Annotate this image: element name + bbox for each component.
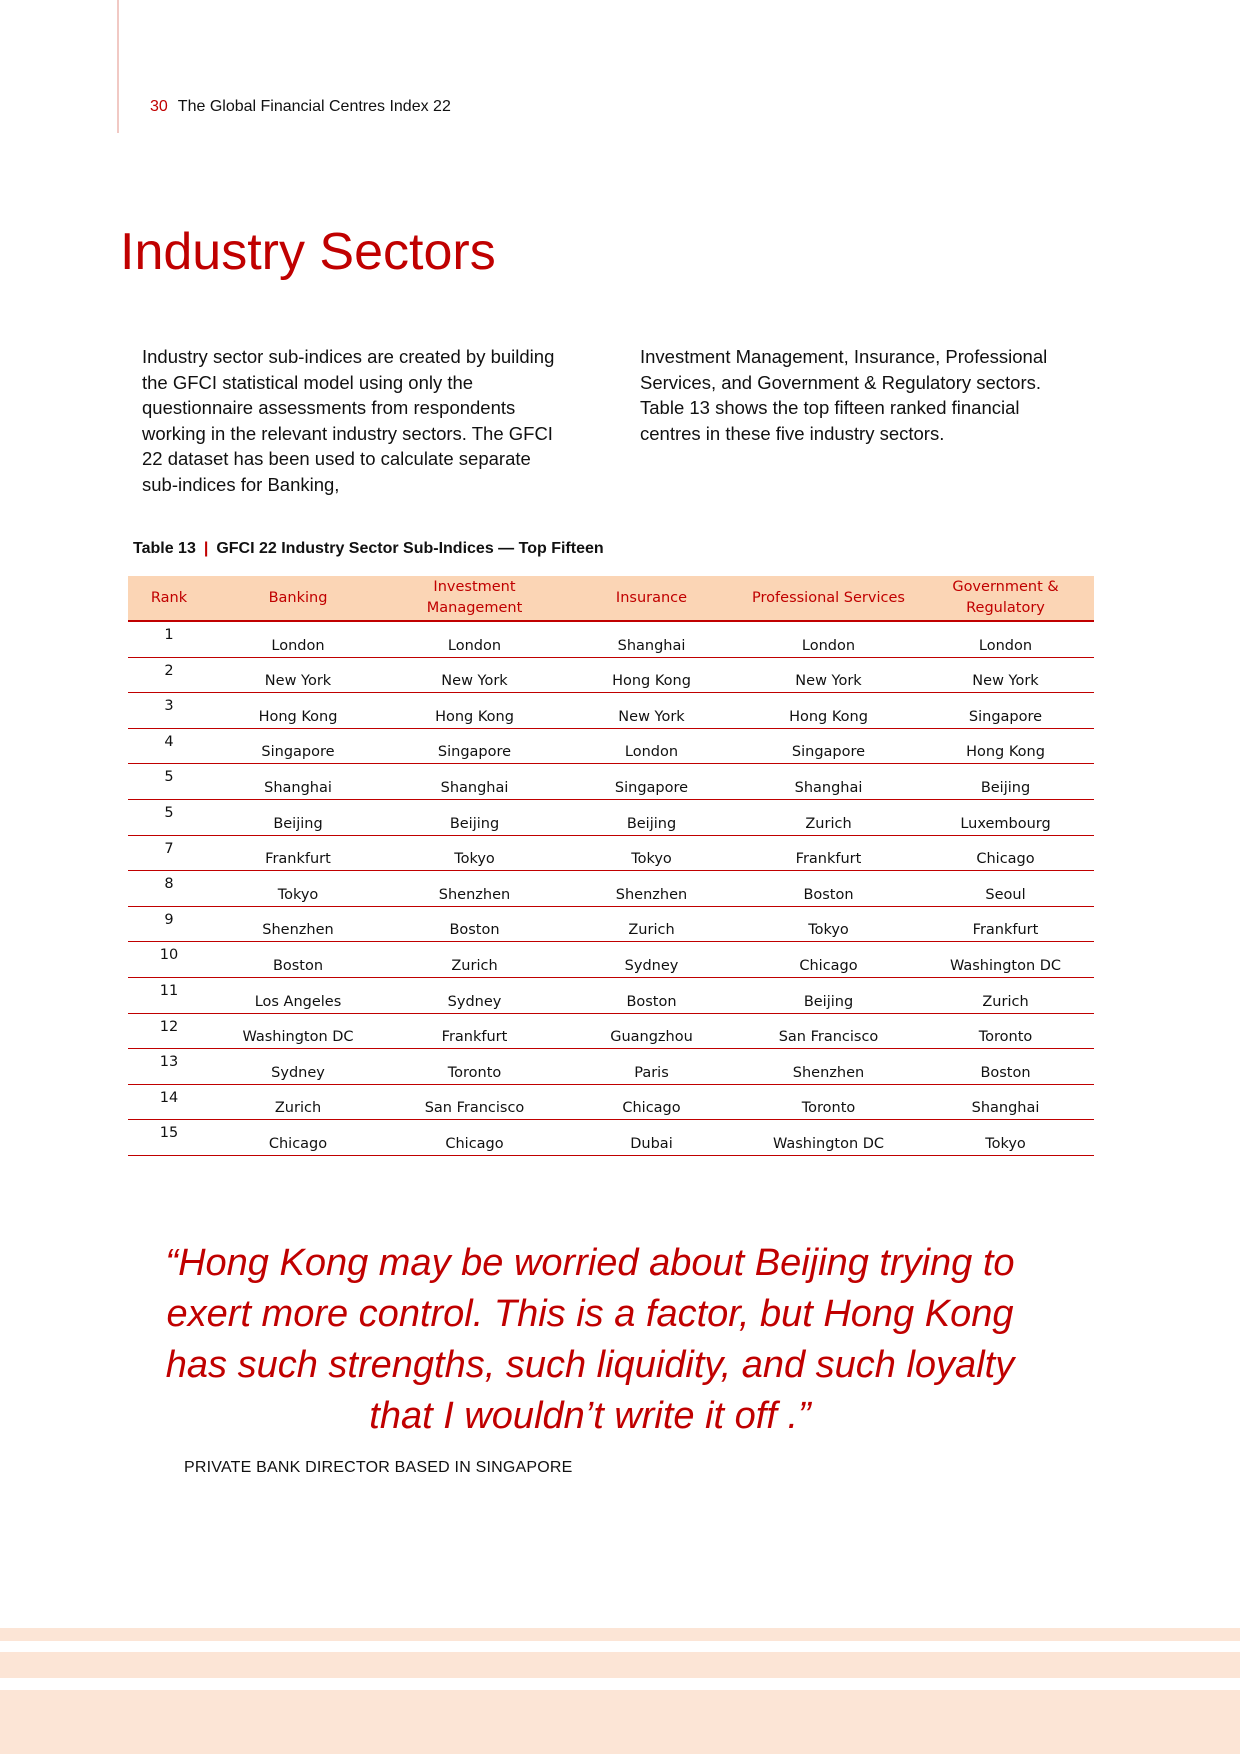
table-row <box>128 906 1094 942</box>
cell-government-regulatory: Beijing <box>917 764 1094 800</box>
cell-rank: 5 <box>128 764 210 800</box>
cell-professional-services: New York <box>740 657 917 693</box>
cell-banking: New York <box>210 657 386 693</box>
cell-government-regulatory: London <box>917 621 1094 657</box>
cell-banking: Los Angeles <box>210 977 386 1013</box>
cell-professional-services: Hong Kong <box>740 693 917 729</box>
cell-banking: Zurich <box>210 1084 386 1120</box>
table-row <box>128 621 1094 657</box>
cell-banking: Washington DC <box>210 1013 386 1049</box>
cell-insurance: New York <box>563 693 740 729</box>
cell-professional-services: London <box>740 621 917 657</box>
cell-rank: 2 <box>128 657 210 693</box>
cell-rank: 12 <box>128 1013 210 1049</box>
table-header <box>128 576 1094 621</box>
footer-band <box>0 1652 1240 1678</box>
cell-investment-management: Zurich <box>386 942 563 978</box>
running-title: The Global Financial Centres Index 22 <box>177 98 451 115</box>
cell-investment-management: Frankfurt <box>386 1013 563 1049</box>
page-number: 30 <box>150 98 168 115</box>
cell-insurance: Tokyo <box>563 835 740 871</box>
cell-investment-management: London <box>386 621 563 657</box>
cell-rank: 9 <box>128 906 210 942</box>
cell-banking: Singapore <box>210 728 386 764</box>
cell-government-regulatory: Hong Kong <box>917 728 1094 764</box>
table-row <box>128 1013 1094 1049</box>
cell-professional-services: Shanghai <box>740 764 917 800</box>
cell-banking: Shanghai <box>210 764 386 800</box>
header-government-regulatory: Government & Regulatory <box>917 576 1094 621</box>
cell-professional-services: Shenzhen <box>740 1049 917 1085</box>
cell-professional-services: Washington DC <box>740 1120 917 1156</box>
cell-government-regulatory: Toronto <box>917 1013 1094 1049</box>
table-row <box>128 1049 1094 1085</box>
intro-paragraph-right: Investment Management, Insurance, Professional Services, and Government & Regulatory sectors. Table 13 shows the top fifteen ranked financial centres in these five industry sectors. <box>640 346 1048 444</box>
header-banking: Banking <box>210 576 386 621</box>
cell-rank: 11 <box>128 977 210 1013</box>
cell-rank: 7 <box>128 835 210 871</box>
cell-banking: Beijing <box>210 799 386 835</box>
margin-rule <box>117 0 119 133</box>
cell-insurance: Boston <box>563 977 740 1013</box>
cell-government-regulatory: Seoul <box>917 871 1094 907</box>
cell-banking: Hong Kong <box>210 693 386 729</box>
cell-rank: 4 <box>128 728 210 764</box>
cell-insurance: Paris <box>563 1049 740 1085</box>
cell-investment-management: Singapore <box>386 728 563 764</box>
cell-professional-services: Frankfurt <box>740 835 917 871</box>
cell-investment-management: Sydney <box>386 977 563 1013</box>
table-row <box>128 977 1094 1013</box>
cell-insurance: Zurich <box>563 906 740 942</box>
cell-investment-management: Chicago <box>386 1120 563 1156</box>
cell-insurance: Guangzhou <box>563 1013 740 1049</box>
cell-government-regulatory: Singapore <box>917 693 1094 729</box>
cell-banking: Frankfurt <box>210 835 386 871</box>
running-header <box>150 98 451 116</box>
table-row <box>128 799 1094 835</box>
cell-government-regulatory: New York <box>917 657 1094 693</box>
cell-government-regulatory: Luxembourg <box>917 799 1094 835</box>
table-row <box>128 835 1094 871</box>
cell-rank: 3 <box>128 693 210 729</box>
cell-investment-management: San Francisco <box>386 1084 563 1120</box>
cell-professional-services: Boston <box>740 871 917 907</box>
table-body <box>128 621 1094 1155</box>
table-row <box>128 657 1094 693</box>
cell-insurance: London <box>563 728 740 764</box>
cell-professional-services: Toronto <box>740 1084 917 1120</box>
industry-sector-table <box>128 576 1094 1156</box>
pull-quote: “Hong Kong may be worried about Beijing trying to exert more control. This is a factor, but Hong Kong has such strengths, such liquidity, and such loyalty that I wouldn’t write it off .” <box>165 1242 1015 1437</box>
cell-banking: Sydney <box>210 1049 386 1085</box>
table-caption-label: Table 13 <box>133 540 196 557</box>
cell-investment-management: Boston <box>386 906 563 942</box>
cell-government-regulatory: Boston <box>917 1049 1094 1085</box>
cell-professional-services: Beijing <box>740 977 917 1013</box>
footer-band <box>0 1628 1240 1641</box>
cell-investment-management: Beijing <box>386 799 563 835</box>
cell-professional-services: San Francisco <box>740 1013 917 1049</box>
header-insurance: Insurance <box>563 576 740 621</box>
cell-investment-management: New York <box>386 657 563 693</box>
table-row <box>128 1120 1094 1156</box>
page-title: Industry Sectors <box>120 223 496 281</box>
cell-banking: Chicago <box>210 1120 386 1156</box>
cell-professional-services: Singapore <box>740 728 917 764</box>
cell-rank: 1 <box>128 621 210 657</box>
table-row <box>128 942 1094 978</box>
intro-paragraph-left: Industry sector sub-indices are created by building the GFCI statistical model using only the questionnaire assessments from respondents working in the relevant industry sectors. The GFCI 22 dataset has been used to calculate separate sub-indices for Banking, <box>142 346 555 495</box>
cell-professional-services: Chicago <box>740 942 917 978</box>
table-row <box>128 693 1094 729</box>
table-row <box>128 871 1094 907</box>
cell-rank: 13 <box>128 1049 210 1085</box>
cell-rank: 15 <box>128 1120 210 1156</box>
footer-band <box>0 1690 1240 1754</box>
cell-government-regulatory: Frankfurt <box>917 906 1094 942</box>
cell-investment-management: Shanghai <box>386 764 563 800</box>
header-rank: Rank <box>128 576 210 621</box>
quote-attribution: PRIVATE BANK DIRECTOR BASED IN SINGAPORE <box>184 1459 573 1476</box>
table-row <box>128 728 1094 764</box>
table-caption-separator: | <box>203 540 209 557</box>
table-caption-title: GFCI 22 Industry Sector Sub-Indices — Top Fifteen <box>216 540 604 557</box>
cell-government-regulatory: Tokyo <box>917 1120 1094 1156</box>
cell-rank: 5 <box>128 799 210 835</box>
cell-banking: Tokyo <box>210 871 386 907</box>
cell-insurance: Shanghai <box>563 621 740 657</box>
cell-investment-management: Toronto <box>386 1049 563 1085</box>
cell-banking: London <box>210 621 386 657</box>
cell-insurance: Beijing <box>563 799 740 835</box>
cell-insurance: Dubai <box>563 1120 740 1156</box>
cell-government-regulatory: Chicago <box>917 835 1094 871</box>
header-investment-management: Investment Management <box>386 576 563 621</box>
cell-professional-services: Tokyo <box>740 906 917 942</box>
table-header-row <box>128 576 1094 621</box>
cell-banking: Boston <box>210 942 386 978</box>
table-caption <box>133 540 604 558</box>
cell-government-regulatory: Shanghai <box>917 1084 1094 1120</box>
cell-investment-management: Shenzhen <box>386 871 563 907</box>
cell-government-regulatory: Zurich <box>917 977 1094 1013</box>
cell-insurance: Hong Kong <box>563 657 740 693</box>
cell-insurance: Shenzhen <box>563 871 740 907</box>
cell-banking: Shenzhen <box>210 906 386 942</box>
cell-investment-management: Tokyo <box>386 835 563 871</box>
cell-professional-services: Zurich <box>740 799 917 835</box>
cell-rank: 10 <box>128 942 210 978</box>
cell-insurance: Sydney <box>563 942 740 978</box>
cell-rank: 14 <box>128 1084 210 1120</box>
header-professional-services: Professional Services <box>740 576 917 621</box>
cell-government-regulatory: Washington DC <box>917 942 1094 978</box>
table-row <box>128 764 1094 800</box>
cell-insurance: Chicago <box>563 1084 740 1120</box>
cell-rank: 8 <box>128 871 210 907</box>
cell-insurance: Singapore <box>563 764 740 800</box>
cell-investment-management: Hong Kong <box>386 693 563 729</box>
table-row <box>128 1084 1094 1120</box>
